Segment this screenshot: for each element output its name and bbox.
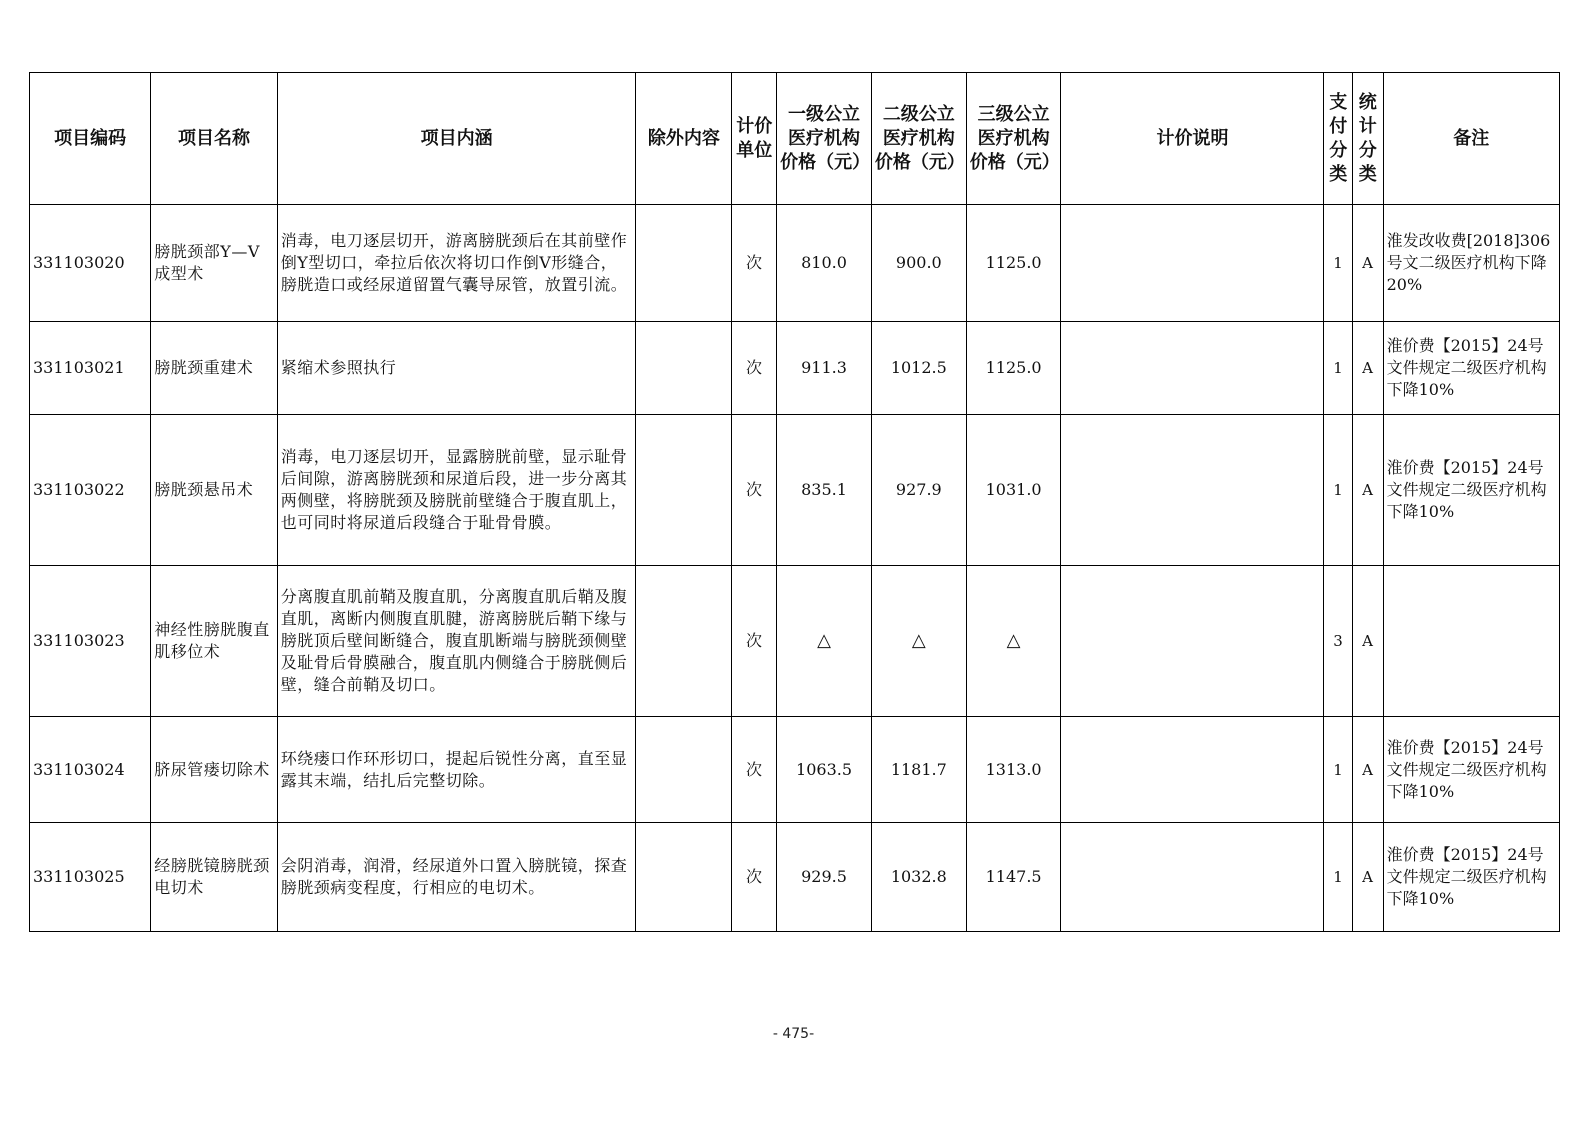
cell-content: 消毒，电刀逐层切开，游离膀胱颈后在其前壁作倒Y型切口，牵拉后依次将切口作倒V形缝合，膀胱造口或经尿道留置气囊导尿管，放置引流。 (277, 205, 636, 322)
cell-stat-class: A (1353, 205, 1384, 322)
cell-remarks: 淮价费【2015】24号文件规定二级医疗机构下降10% (1383, 717, 1559, 823)
table-row (30, 823, 1560, 932)
cell-level1-price: 929.5 (777, 823, 872, 932)
header-level3-price: 三级公立医疗机构价格（元） (966, 73, 1061, 205)
cell-unit: 次 (732, 566, 777, 717)
cell-excluded (636, 566, 732, 717)
cell-level3-price: 1125.0 (966, 205, 1061, 322)
cell-level1-price: △ (777, 566, 872, 717)
cell-payment-class: 1 (1324, 415, 1353, 566)
cell-name: 膀胱颈部Y—V成型术 (151, 205, 277, 322)
cell-content: 消毒，电刀逐层切开，显露膀胱前壁，显示耻骨后间隙，游离膀胱颈和尿道后段，进一步分离其两侧壁，将膀胱颈及膀胱前壁缝合于腹直肌上，也可同时将尿道后段缝合于耻骨骨膜。 (277, 415, 636, 566)
cell-level3-price: △ (966, 566, 1061, 717)
table-row (30, 322, 1560, 415)
cell-excluded (636, 415, 732, 566)
cell-unit: 次 (732, 205, 777, 322)
header-payment-class: 支付分类 (1324, 73, 1353, 205)
cell-payment-class: 1 (1324, 322, 1353, 415)
table-row (30, 415, 1560, 566)
cell-name: 膀胱颈悬吊术 (151, 415, 277, 566)
header-name: 项目名称 (151, 73, 277, 205)
cell-level3-price: 1313.0 (966, 717, 1061, 823)
cell-code: 331103024 (30, 717, 151, 823)
cell-level2-price: 927.9 (871, 415, 966, 566)
table-row (30, 717, 1560, 823)
cell-unit: 次 (732, 823, 777, 932)
cell-pricing-note (1061, 415, 1324, 566)
cell-payment-class: 1 (1324, 823, 1353, 932)
page-number: - 475- (772, 1026, 815, 1042)
cell-name: 脐尿管瘘切除术 (151, 717, 277, 823)
cell-stat-class: A (1353, 823, 1384, 932)
header-level1-price: 一级公立医疗机构价格（元） (777, 73, 872, 205)
cell-name: 神经性膀胱腹直肌移位术 (151, 566, 277, 717)
cell-level2-price: △ (871, 566, 966, 717)
cell-stat-class: A (1353, 566, 1384, 717)
header-excluded: 除外内容 (636, 73, 732, 205)
cell-level1-price: 810.0 (777, 205, 872, 322)
cell-content: 紧缩术参照执行 (277, 322, 636, 415)
cell-excluded (636, 205, 732, 322)
cell-excluded (636, 717, 732, 823)
cell-pricing-note (1061, 205, 1324, 322)
cell-remarks: 淮价费【2015】24号文件规定二级医疗机构下降10% (1383, 322, 1559, 415)
cell-unit: 次 (732, 415, 777, 566)
cell-content: 分离腹直肌前鞘及腹直肌，分离腹直肌后鞘及腹直肌，离断内侧腹直肌腱，游离膀胱后鞘下缘与膀胱顶后壁间断缝合，腹直肌断端与膀胱颈侧壁及耻骨后骨膜融合，腹直肌内侧缝合于膀胱侧后壁，缝合前鞘及切口。 (277, 566, 636, 717)
cell-pricing-note (1061, 566, 1324, 717)
cell-unit: 次 (732, 322, 777, 415)
cell-unit: 次 (732, 717, 777, 823)
cell-level1-price: 911.3 (777, 322, 872, 415)
cell-remarks: 淮价费【2015】24号文件规定二级医疗机构下降10% (1383, 415, 1559, 566)
cell-name: 经膀胱镜膀胱颈电切术 (151, 823, 277, 932)
cell-content: 环绕瘘口作环形切口，提起后锐性分离，直至显露其末端，结扎后完整切除。 (277, 717, 636, 823)
pricing-table (29, 72, 1560, 932)
cell-pricing-note (1061, 717, 1324, 823)
table-row (30, 566, 1560, 717)
cell-code: 331103021 (30, 322, 151, 415)
cell-excluded (636, 322, 732, 415)
header-level2-price: 二级公立医疗机构价格（元） (871, 73, 966, 205)
cell-level3-price: 1125.0 (966, 322, 1061, 415)
cell-pricing-note (1061, 322, 1324, 415)
header-pricing-note: 计价说明 (1061, 73, 1324, 205)
header-remarks: 备注 (1383, 73, 1559, 205)
cell-level2-price: 1181.7 (871, 717, 966, 823)
cell-remarks (1383, 566, 1559, 717)
cell-level2-price: 1012.5 (871, 322, 966, 415)
cell-level2-price: 900.0 (871, 205, 966, 322)
cell-payment-class: 1 (1324, 205, 1353, 322)
cell-level3-price: 1147.5 (966, 823, 1061, 932)
cell-level2-price: 1032.8 (871, 823, 966, 932)
cell-payment-class: 3 (1324, 566, 1353, 717)
header-unit: 计价单位 (732, 73, 777, 205)
header-content: 项目内涵 (277, 73, 636, 205)
table-row (30, 205, 1560, 322)
cell-stat-class: A (1353, 322, 1384, 415)
cell-stat-class: A (1353, 717, 1384, 823)
cell-name: 膀胱颈重建术 (151, 322, 277, 415)
header-row (30, 73, 1560, 205)
cell-code: 331103023 (30, 566, 151, 717)
cell-excluded (636, 823, 732, 932)
cell-level3-price: 1031.0 (966, 415, 1061, 566)
cell-level1-price: 1063.5 (777, 717, 872, 823)
cell-content: 会阴消毒，润滑，经尿道外口置入膀胱镜，探查膀胱颈病变程度，行相应的电切术。 (277, 823, 636, 932)
header-code: 项目编码 (30, 73, 151, 205)
cell-code: 331103020 (30, 205, 151, 322)
cell-pricing-note (1061, 823, 1324, 932)
cell-code: 331103022 (30, 415, 151, 566)
header-stat-class: 统计分类 (1353, 73, 1384, 205)
cell-code: 331103025 (30, 823, 151, 932)
cell-level1-price: 835.1 (777, 415, 872, 566)
cell-payment-class: 1 (1324, 717, 1353, 823)
cell-remarks: 淮发改收费[2018]306号文二级医疗机构下降20% (1383, 205, 1559, 322)
cell-stat-class: A (1353, 415, 1384, 566)
cell-remarks: 淮价费【2015】24号文件规定二级医疗机构下降10% (1383, 823, 1559, 932)
